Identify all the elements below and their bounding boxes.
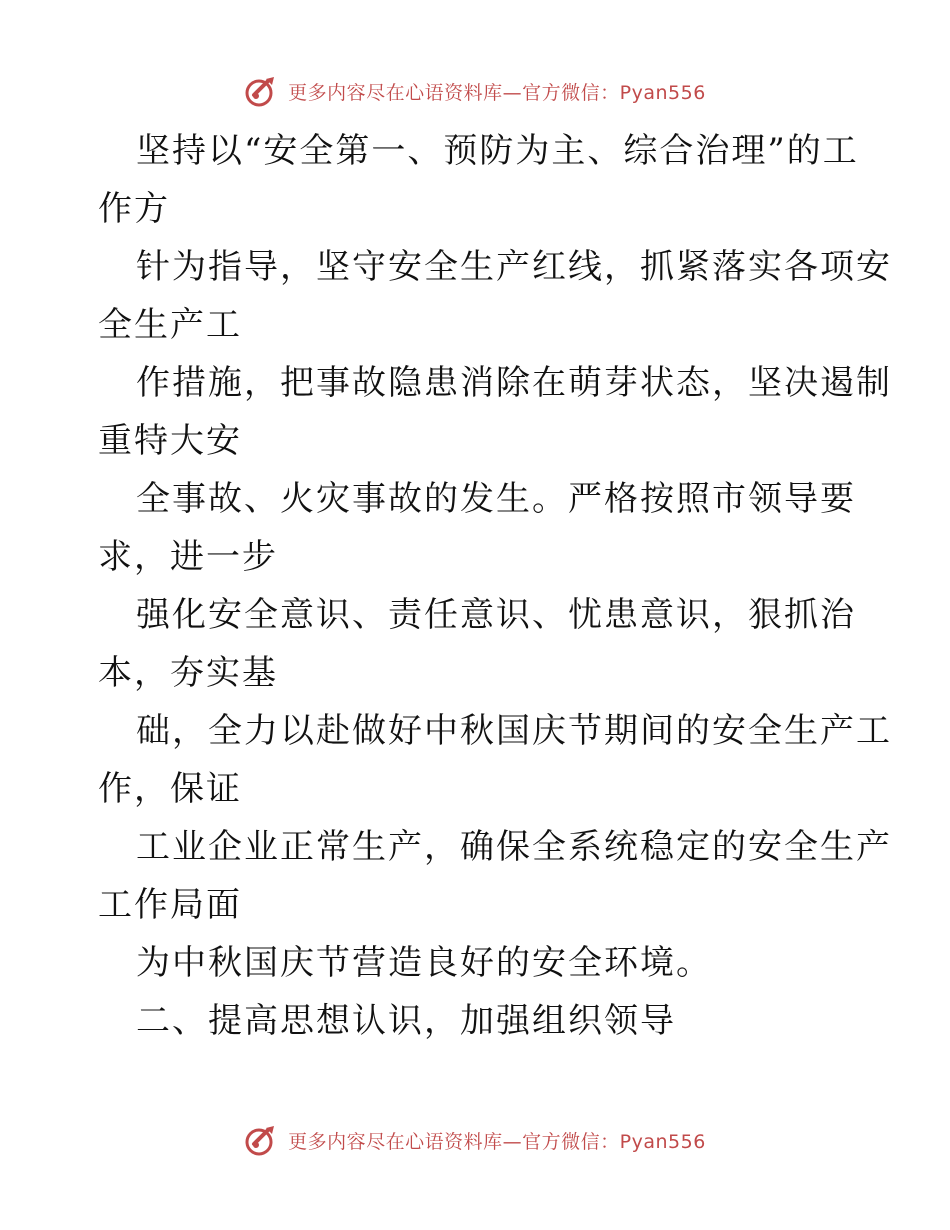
text-line: 工作局面	[98, 885, 242, 925]
footer-watermark	[0, 1120, 950, 1160]
text-line: 作措施，把事故隐患消除在萌芽状态，坚决遏制	[136, 363, 892, 403]
section-heading: 二、提高思想认识，加强组织领导	[136, 1001, 676, 1041]
header-watermark-text: 更多内容尽在心语资料库—官方微信：Pyan556	[288, 81, 706, 104]
text-line: 坚持以“安全第一、预防为主、综合治理”的工	[136, 131, 859, 171]
text-line: 本，夯实基	[98, 653, 278, 693]
text-line: 强化安全意识、责任意识、忧患意识，狠抓治	[136, 595, 856, 635]
logo-icon	[244, 1123, 278, 1157]
text-line: 为中秋国庆节营造良好的安全环境。	[136, 943, 712, 983]
text-line: 全生产工	[98, 305, 242, 345]
text-line: 针为指导，坚守安全生产红线，抓紧落实各项安	[136, 247, 892, 287]
text-line: 工业企业正常生产，确保全系统稳定的安全生产	[136, 827, 892, 867]
text-line: 作方	[98, 189, 170, 229]
text-line: 全事故、火灾事故的发生。严格按照市领导要	[136, 479, 856, 519]
text-line: 重特大安	[98, 421, 242, 461]
document-body	[98, 122, 892, 1050]
text-line: 求，进一步	[98, 537, 278, 577]
text-line: 础，全力以赴做好中秋国庆节期间的安全生产工	[136, 711, 892, 751]
logo-icon	[244, 74, 278, 108]
text-line: 作，保证	[98, 769, 242, 809]
footer-watermark-text: 更多内容尽在心语资料库—官方微信：Pyan556	[288, 1130, 706, 1153]
header-watermark	[0, 71, 950, 111]
